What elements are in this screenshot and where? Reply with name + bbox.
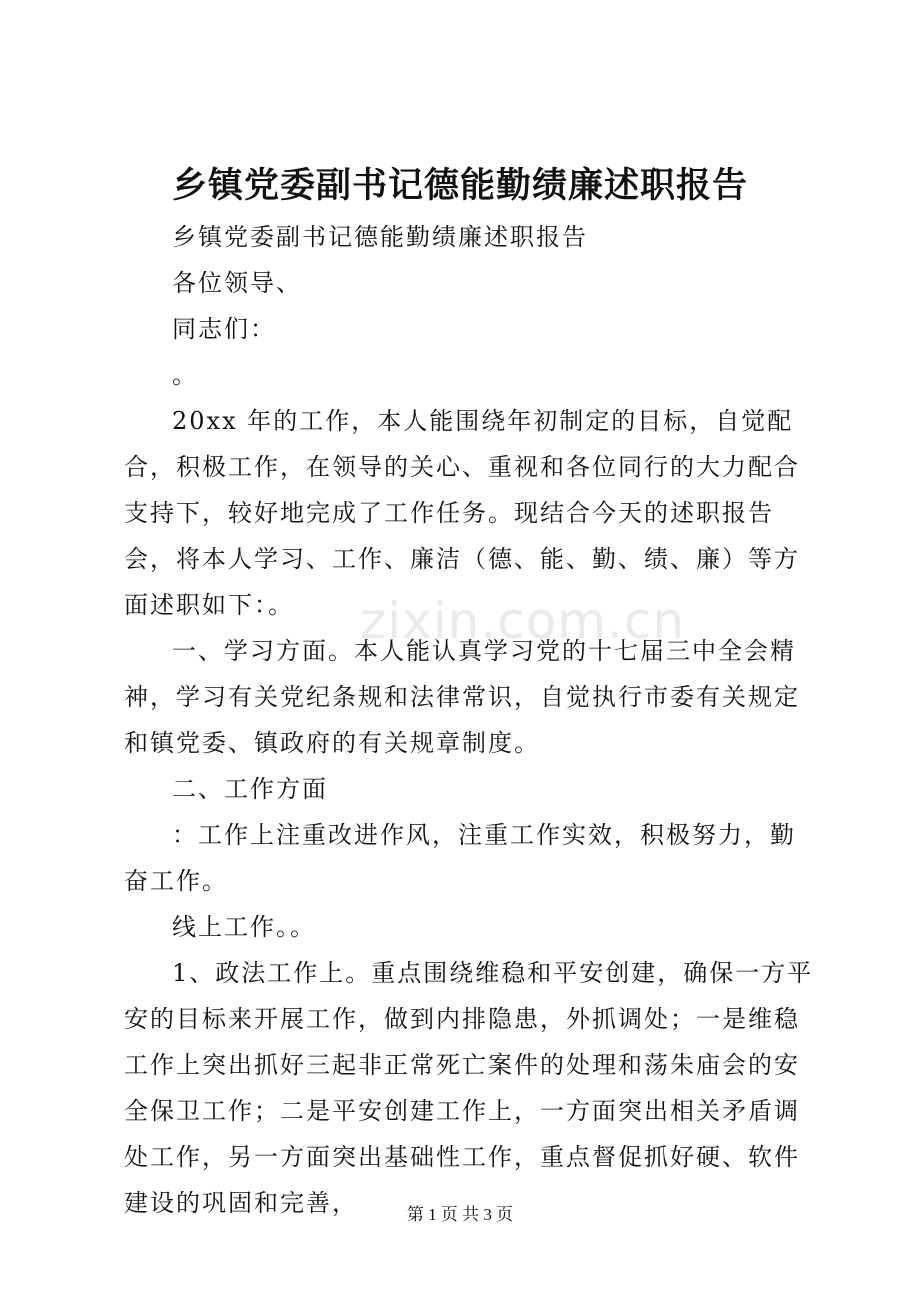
page-footer: 第 1 页 共 3 页	[406, 1205, 514, 1224]
paragraph-3: 同志们：	[172, 315, 276, 343]
paragraph-10: 1、政法工作上。重点围绕维稳和平安创建，确保一方平安的目标来开展工作，做到内排隐患，外抓调处；一是维稳工作上突出抓好三起非正常死亡案件的处理和荡朱庙会的安全保卫工作；二是平安创建工作上，一方面突出相关矛盾调处工作，另一方面突出基础性工作，重点督促抓好硬、软件建设的巩固和完善，	[124, 959, 814, 1217]
watermark: zixin.com.cn	[360, 592, 686, 650]
paragraph-6: 一、学习方面。本人能认真学习党的十七届三中全会精神，学习有关党纪条规和法律常识，自觉执行市委有关规定和镇党委、镇政府的有关规章制度。	[124, 637, 800, 757]
paragraph-2: 各位领导、	[172, 269, 302, 297]
document-body	[124, 214, 814, 1226]
paragraph-8: ：工作上注重改进作风，注重工作实效，积极努力，勤奋工作。	[124, 821, 796, 895]
document-title: 乡镇党委副书记德能勤绩廉述职报告	[171, 165, 748, 206]
paragraph-5: 20xx 年的工作，本人能围绕年初制定的目标，自觉配合，积极工作，在领导的关心、重视和各位同行的大力配合支持下，较好地完成了工作任务。现结合今天的述职报告会，将本人学习、工作、廉洁（德、能、勤、绩、廉）等方面述职如下：。	[124, 407, 800, 619]
paragraph-4: 。	[172, 361, 198, 389]
paragraph-7: 二、工作方面	[172, 775, 328, 803]
paragraph-9: 线上工作。。	[172, 913, 316, 941]
paragraph-1: 乡镇党委副书记德能勤绩廉述职报告	[172, 223, 588, 251]
